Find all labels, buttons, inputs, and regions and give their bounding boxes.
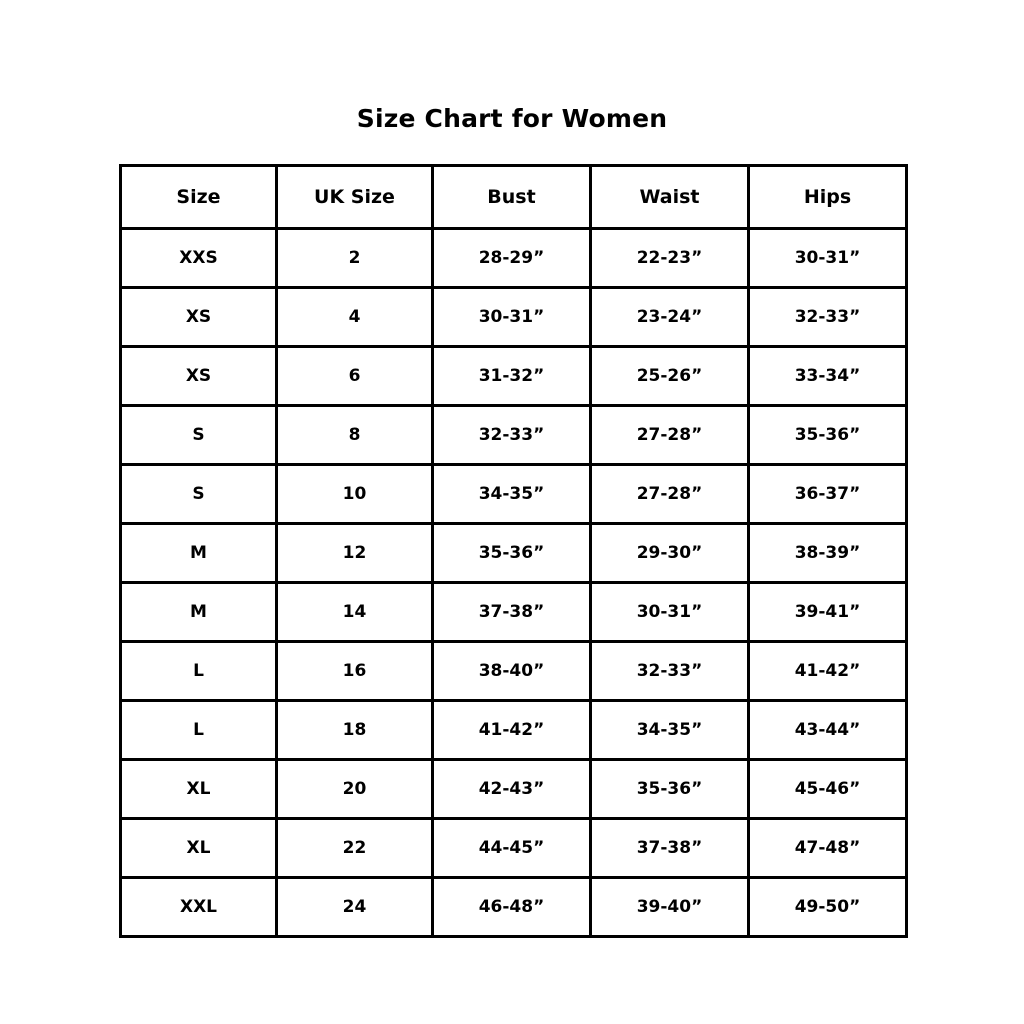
cell-uk-size: 18	[277, 701, 433, 760]
cell-hips: 41-42”	[749, 642, 907, 701]
cell-uk-size: 14	[277, 583, 433, 642]
cell-hips: 47-48”	[749, 819, 907, 878]
cell-bust: 30-31”	[433, 288, 591, 347]
cell-bust: 37-38”	[433, 583, 591, 642]
cell-bust: 46-48”	[433, 878, 591, 937]
column-header-size: Size	[121, 166, 277, 229]
cell-uk-size: 8	[277, 406, 433, 465]
table-row	[121, 701, 907, 760]
cell-hips: 32-33”	[749, 288, 907, 347]
table-row	[121, 229, 907, 288]
cell-hips: 36-37”	[749, 465, 907, 524]
cell-bust: 31-32”	[433, 347, 591, 406]
cell-size: XS	[121, 288, 277, 347]
column-header-waist: Waist	[591, 166, 749, 229]
cell-uk-size: 12	[277, 524, 433, 583]
cell-size: XL	[121, 819, 277, 878]
cell-hips: 30-31”	[749, 229, 907, 288]
cell-waist: 27-28”	[591, 406, 749, 465]
size-chart-table	[119, 164, 908, 938]
table-row	[121, 819, 907, 878]
cell-waist: 34-35”	[591, 701, 749, 760]
cell-uk-size: 24	[277, 878, 433, 937]
cell-size: XXL	[121, 878, 277, 937]
table-row	[121, 347, 907, 406]
column-header-bust: Bust	[433, 166, 591, 229]
cell-size: XL	[121, 760, 277, 819]
cell-bust: 35-36”	[433, 524, 591, 583]
cell-waist: 32-33”	[591, 642, 749, 701]
page-title: Size Chart for Women	[356, 104, 668, 133]
cell-uk-size: 6	[277, 347, 433, 406]
table-row	[121, 406, 907, 465]
cell-uk-size: 16	[277, 642, 433, 701]
column-header-uk-size: UK Size	[277, 166, 433, 229]
cell-size: L	[121, 642, 277, 701]
size-chart-table-wrapper	[119, 164, 905, 938]
cell-waist: 25-26”	[591, 347, 749, 406]
cell-waist: 37-38”	[591, 819, 749, 878]
cell-bust: 41-42”	[433, 701, 591, 760]
table-header-row	[121, 166, 907, 229]
cell-waist: 39-40”	[591, 878, 749, 937]
table-row	[121, 465, 907, 524]
table-row	[121, 583, 907, 642]
cell-size: M	[121, 524, 277, 583]
cell-size: M	[121, 583, 277, 642]
cell-bust: 34-35”	[433, 465, 591, 524]
cell-uk-size: 22	[277, 819, 433, 878]
cell-bust: 42-43”	[433, 760, 591, 819]
table-row	[121, 524, 907, 583]
table-row	[121, 288, 907, 347]
cell-uk-size: 20	[277, 760, 433, 819]
cell-size: S	[121, 406, 277, 465]
cell-waist: 30-31”	[591, 583, 749, 642]
cell-hips: 39-41”	[749, 583, 907, 642]
column-header-hips: Hips	[749, 166, 907, 229]
cell-size: XXS	[121, 229, 277, 288]
cell-waist: 35-36”	[591, 760, 749, 819]
cell-uk-size: 4	[277, 288, 433, 347]
table-body	[121, 229, 907, 937]
cell-size: XS	[121, 347, 277, 406]
cell-hips: 38-39”	[749, 524, 907, 583]
cell-hips: 33-34”	[749, 347, 907, 406]
cell-size: L	[121, 701, 277, 760]
cell-bust: 38-40”	[433, 642, 591, 701]
cell-waist: 27-28”	[591, 465, 749, 524]
cell-hips: 45-46”	[749, 760, 907, 819]
cell-waist: 22-23”	[591, 229, 749, 288]
cell-hips: 49-50”	[749, 878, 907, 937]
cell-uk-size: 10	[277, 465, 433, 524]
table-row	[121, 642, 907, 701]
cell-waist: 23-24”	[591, 288, 749, 347]
cell-uk-size: 2	[277, 229, 433, 288]
cell-bust: 44-45”	[433, 819, 591, 878]
table-row	[121, 878, 907, 937]
cell-size: S	[121, 465, 277, 524]
cell-bust: 28-29”	[433, 229, 591, 288]
cell-bust: 32-33”	[433, 406, 591, 465]
table-row	[121, 760, 907, 819]
cell-hips: 35-36”	[749, 406, 907, 465]
cell-hips: 43-44”	[749, 701, 907, 760]
cell-waist: 29-30”	[591, 524, 749, 583]
